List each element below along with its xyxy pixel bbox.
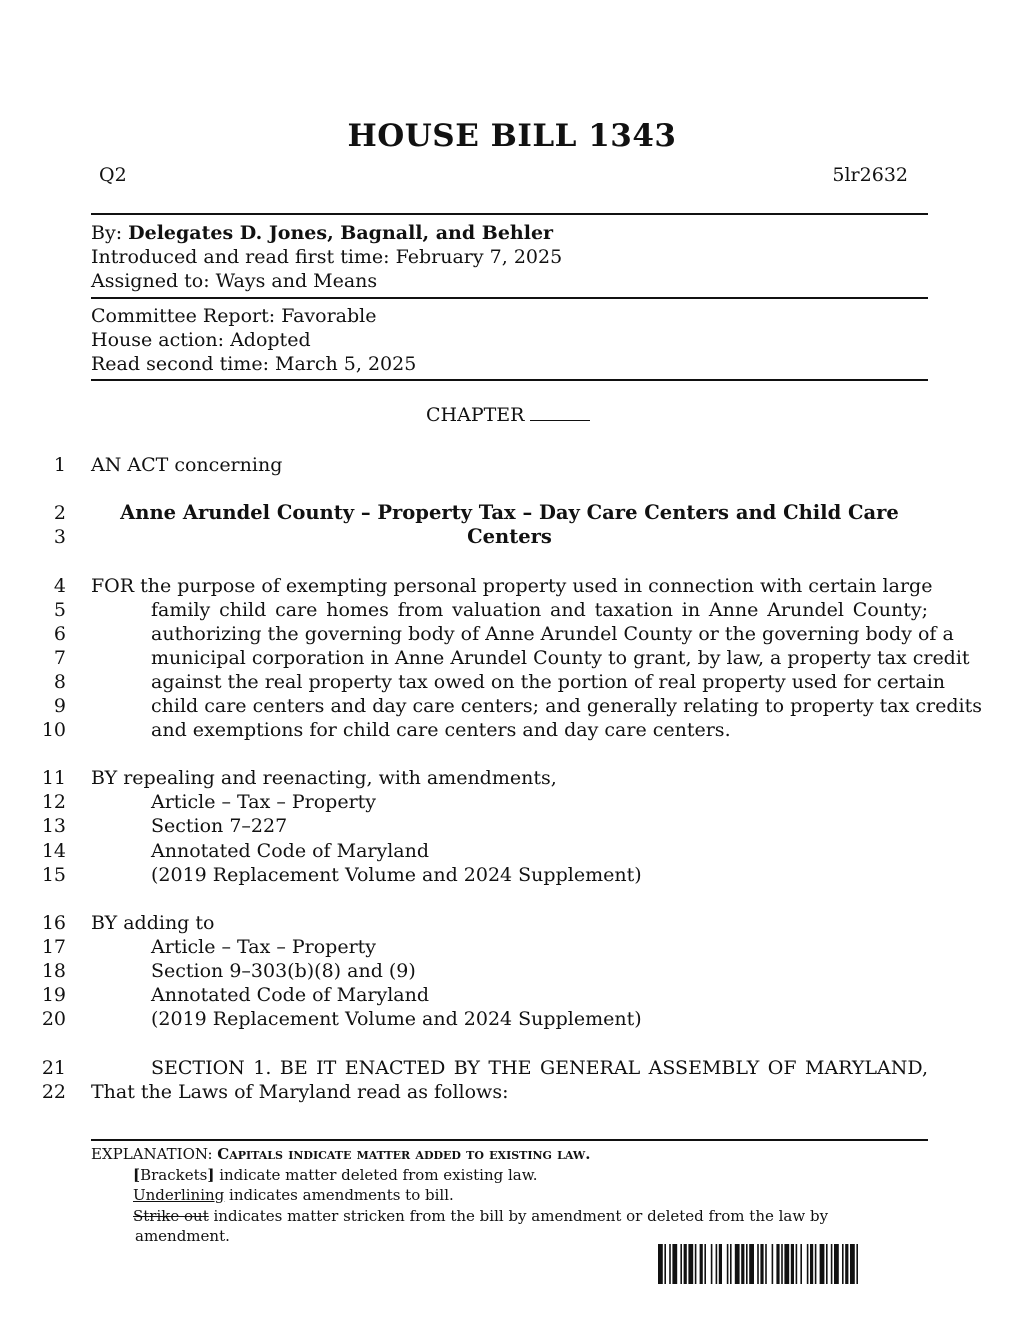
purpose-line: family child care homes from valuation and taxation in Anne Arundel County; (151, 599, 928, 621)
barcode-bar (741, 1244, 744, 1284)
line-number: 13 (41, 815, 66, 837)
barcode-bar (684, 1244, 687, 1284)
chapter-heading (426, 404, 590, 426)
line-number: 18 (41, 960, 66, 982)
barcode-bar (669, 1244, 671, 1284)
explanation-strike (133, 1207, 828, 1225)
line-number: 7 (53, 647, 66, 669)
barcode-bar (765, 1244, 767, 1284)
barcode-icon (658, 1244, 904, 1284)
brackets-rest: indicate matter deleted from existing law. (214, 1166, 538, 1184)
barcode-bar (749, 1244, 754, 1284)
sponsor-prefix: By: (91, 222, 129, 244)
adding-article: Article – Tax – Property (151, 936, 377, 958)
bill-title: HOUSE BILL 1343 (347, 118, 677, 154)
barcode-bar (784, 1244, 789, 1284)
line-number: 21 (41, 1057, 66, 1079)
divider (91, 379, 928, 381)
barcode-bar (842, 1244, 844, 1284)
barcode-bar (680, 1244, 682, 1284)
explanation-capitals (91, 1145, 590, 1163)
line-number: 1 (53, 454, 66, 476)
enacting-clause: SECTION 1. BE IT ENACTED BY THE GENERAL ASSEMBLY OF MARYLAND, (151, 1057, 928, 1079)
purpose-line: against the real property tax owed on the portion of real property used for certain (151, 671, 946, 693)
chapter-number-blank (530, 404, 590, 421)
brackets-word: Brackets (140, 1166, 208, 1184)
assigned-line: Assigned to: Ways and Means (91, 270, 378, 292)
purpose-line: and exemptions for child care centers and day care centers. (151, 719, 731, 741)
bracket-close: ] (207, 1166, 215, 1184)
enacting-clause-cont: That the Laws of Maryland read as follows: (91, 1081, 509, 1103)
line-number: 4 (53, 575, 66, 597)
divider (91, 297, 928, 299)
barcode-bar (658, 1244, 663, 1284)
strike-rest: indicates matter stricken from the bill by amendment or deleted from the law by (208, 1207, 829, 1225)
barcode-bar (735, 1244, 740, 1284)
second-reading: Read second time: March 5, 2025 (91, 353, 417, 375)
barcode-bar (800, 1244, 802, 1284)
strike-word: Strike out (133, 1207, 209, 1225)
barcode-bar (730, 1244, 732, 1284)
underlining-word: Underlining (133, 1186, 225, 1204)
underlining-rest: indicates amendments to bill. (224, 1186, 454, 1204)
barcode-bar (700, 1244, 703, 1284)
drafting-code: 5lr2632 (832, 164, 908, 186)
barcode-bar (815, 1244, 817, 1284)
line-number: 22 (41, 1081, 66, 1103)
adding-clause: BY adding to (91, 912, 215, 934)
adding-code: Annotated Code of Maryland (151, 984, 430, 1006)
barcode-bar (807, 1244, 809, 1284)
sponsor-line (91, 222, 553, 244)
barcode-bar (716, 1244, 718, 1284)
short-title-line: Centers (467, 525, 552, 548)
barcode-bar (810, 1244, 813, 1284)
explanation-capitals-text: Capitals indicate matter added to existing law. (217, 1145, 591, 1163)
barcode-bar (704, 1244, 706, 1284)
barcode-bar (826, 1244, 828, 1284)
line-number: 19 (41, 984, 66, 1006)
barcode-bar (772, 1244, 774, 1284)
amend-clause: BY repealing and reenacting, with amendments, (91, 767, 557, 789)
explanation-underlining (133, 1186, 454, 1204)
chapter-label: CHAPTER (426, 404, 525, 426)
barcode-bar (719, 1244, 722, 1284)
line-number: 10 (41, 719, 66, 741)
barcode-bar (850, 1244, 855, 1284)
amend-code: Annotated Code of Maryland (151, 840, 430, 862)
barcode-bar (672, 1244, 677, 1284)
barcode-bar (776, 1244, 779, 1284)
introduced-line: Introduced and read first time: February 7, 2025 (91, 246, 563, 268)
house-action: House action: Adopted (91, 329, 311, 351)
explanation-prefix: EXPLANATION: (91, 1145, 218, 1163)
line-number: 8 (53, 671, 66, 693)
committee-report: Committee Report: Favorable (91, 305, 377, 327)
line-number: 16 (41, 912, 66, 934)
line-number: 3 (53, 526, 66, 548)
sponsor-names: Delegates D. Jones, Bagnall, and Behler (128, 222, 554, 244)
adding-volume: (2019 Replacement Volume and 2024 Supplement) (151, 1008, 642, 1030)
barcode-bar (760, 1244, 763, 1284)
explanation-strike-cont: amendment. (135, 1227, 230, 1245)
divider (91, 213, 928, 215)
barcode-bar (695, 1244, 697, 1284)
explanation-divider (91, 1139, 928, 1141)
line-number: 5 (53, 599, 66, 621)
bracket-open: [ (133, 1166, 141, 1184)
barcode-bar (856, 1244, 858, 1284)
line-number: 20 (41, 1008, 66, 1030)
purpose-line: FOR the purpose of exempting personal property used in connection with certain large (91, 575, 933, 597)
amend-section: Section 7–227 (151, 815, 288, 837)
barcode-bar (820, 1244, 825, 1284)
subject-code: Q2 (99, 164, 127, 186)
explanation-brackets (133, 1166, 538, 1184)
line-number: 14 (41, 840, 66, 862)
barcode-bar (796, 1244, 798, 1284)
line-number: 9 (53, 695, 66, 717)
line-number: 11 (41, 767, 66, 789)
barcode-bar (688, 1244, 693, 1284)
purpose-line: authorizing the governing body of Anne Arundel County or the governing body of a (151, 623, 954, 645)
short-title-line: Anne Arundel County – Property Tax – Day Care Centers and Child Care (120, 501, 899, 524)
amend-volume: (2019 Replacement Volume and 2024 Supplement) (151, 864, 642, 886)
purpose-line: municipal corporation in Anne Arundel County to grant, by law, a property tax credit (151, 647, 970, 669)
line-number: 12 (41, 791, 66, 813)
barcode-bar (845, 1244, 848, 1284)
barcode-bar (781, 1244, 783, 1284)
barcode-bar (831, 1244, 833, 1284)
barcode-bar (711, 1244, 713, 1284)
barcode-bar (834, 1244, 839, 1284)
barcode-bar (664, 1244, 666, 1284)
barcode-bar (757, 1244, 759, 1284)
amend-article: Article – Tax – Property (151, 791, 377, 813)
adding-section: Section 9–303(b)(8) and (9) (151, 960, 416, 982)
barcode-bar (727, 1244, 729, 1284)
line-number: 17 (41, 936, 66, 958)
line-number: 6 (53, 623, 66, 645)
line-number: 2 (53, 502, 66, 524)
enacting-phrase: AN ACT concerning (91, 454, 283, 476)
barcode-bar (746, 1244, 748, 1284)
purpose-line: child care centers and day care centers; and generally relating to property tax credits (151, 695, 982, 717)
line-number: 15 (41, 864, 66, 886)
barcode-bar (791, 1244, 794, 1284)
